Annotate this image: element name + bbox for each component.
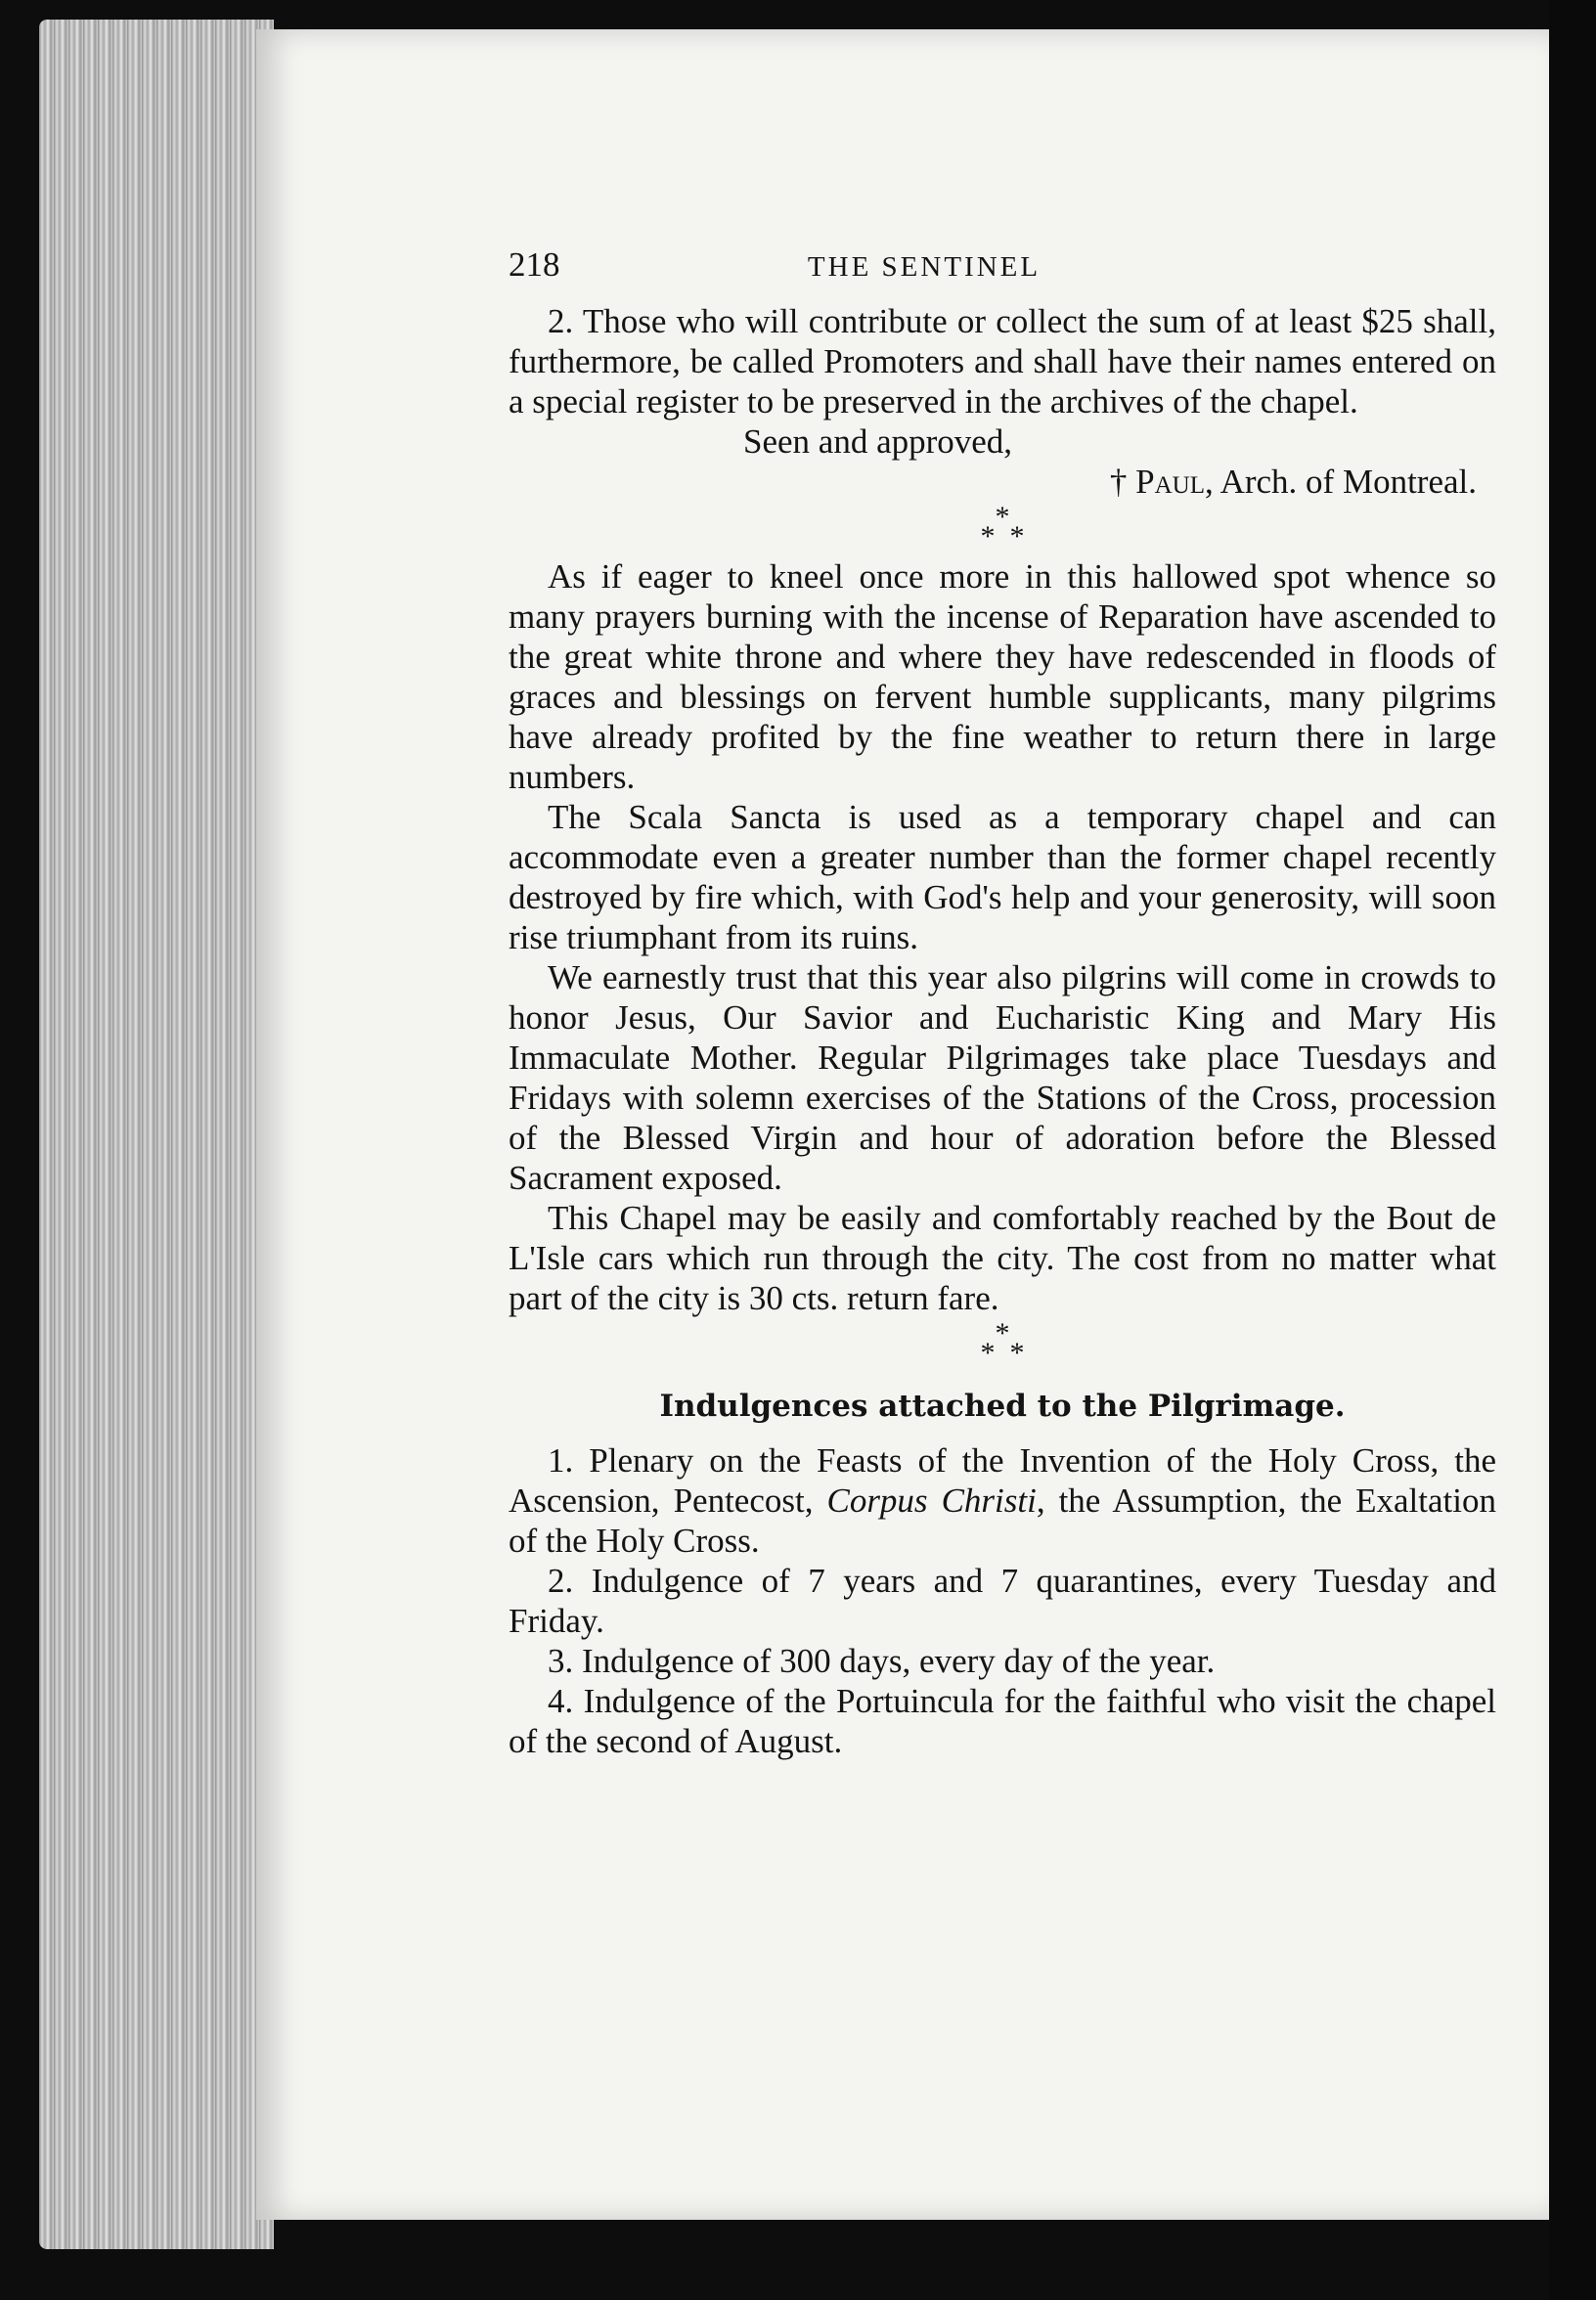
asterism-stars: * * xyxy=(980,1337,1025,1369)
asterism-stars: * * xyxy=(980,520,1025,553)
page-number: 218 xyxy=(509,245,560,284)
indulgence-item: 4. Indulgence of the Portuincula for the faithful who visit the chapel of the second of August. xyxy=(509,1682,1496,1760)
rule-paragraph: 2. Those who will contribute or collect the sum of at least $25 shall, furthermore, be called Promoters and shall have their names entered on a special register to be preserved in the archives of the chapel. xyxy=(509,302,1496,420)
asterism-star: * xyxy=(995,501,1010,533)
body-paragraph: As if eager to kneel once more in this hallowed spot whence so many prayers burning with the incense of Reparation have ascended to the great white throne and where they have redescended in floods of graces and blessings on fervent humble supplicants, many pilgrims have already profited by the fine weather to return there in large numbers. xyxy=(509,557,1496,796)
page-header xyxy=(509,244,1496,293)
asterism-star: * xyxy=(995,1317,1010,1349)
body-paragraph: This Chapel may be easily and comfortably reached by the Bout de L'Isle cars which run through the city. The cost from no matter what part of the city is 30 cts. return fare. xyxy=(509,1199,1496,1317)
asterism-divider xyxy=(509,502,1496,556)
italic-term: Corpus Christi xyxy=(826,1482,1037,1520)
approval-line: Seen and approved, xyxy=(743,422,1013,461)
section-heading: Indulgences attached to the Pilgrimage. xyxy=(659,1389,1346,1424)
signature-name: Paul xyxy=(1135,463,1206,501)
body-paragraph: We earnestly trust that this year also pilgrins will come in crowds to honor Jesus, Our Savior and Eucharistic King and Mary His Immaculate Mother. Regular Pilgrimages take place Tuesdays and Fridays with solemn exercises of the Stations of the Cross, procession of the Blessed Virgin and hour of adoration before the Blessed Sacrament exposed. xyxy=(509,958,1496,1197)
indulgence-item: 1. Plenary on the Feasts of the Invention of the Holy Cross, the Ascension, Pentecost, Corpus Christi, the Assumption, the Exaltation of the Holy Cross. xyxy=(509,1441,1496,1560)
body-paragraph: The Scala Sancta is used as a temporary chapel and can accommodate even a greater number than the former chapel recently destroyed by fire which, with God's help and your generosity, will soon rise triumphant from its ruins. xyxy=(509,798,1496,956)
facing-page-gutter xyxy=(1549,0,1596,2300)
page-edges xyxy=(39,20,274,2249)
running-head: THE SENTINEL xyxy=(807,251,1042,283)
indulgence-item: 2. Indulgence of 7 years and 7 quarantines, every Tuesday and Friday. xyxy=(509,1562,1496,1640)
asterism-divider xyxy=(509,1318,1496,1373)
signature-line xyxy=(509,462,1496,502)
cross-mark: † xyxy=(1109,463,1136,501)
signature-title: , Arch. of Montreal. xyxy=(1205,463,1477,501)
page-content xyxy=(509,244,1496,1761)
indulgence-item: 3. Indulgence of 300 days, every day of the year. xyxy=(548,1642,1216,1680)
